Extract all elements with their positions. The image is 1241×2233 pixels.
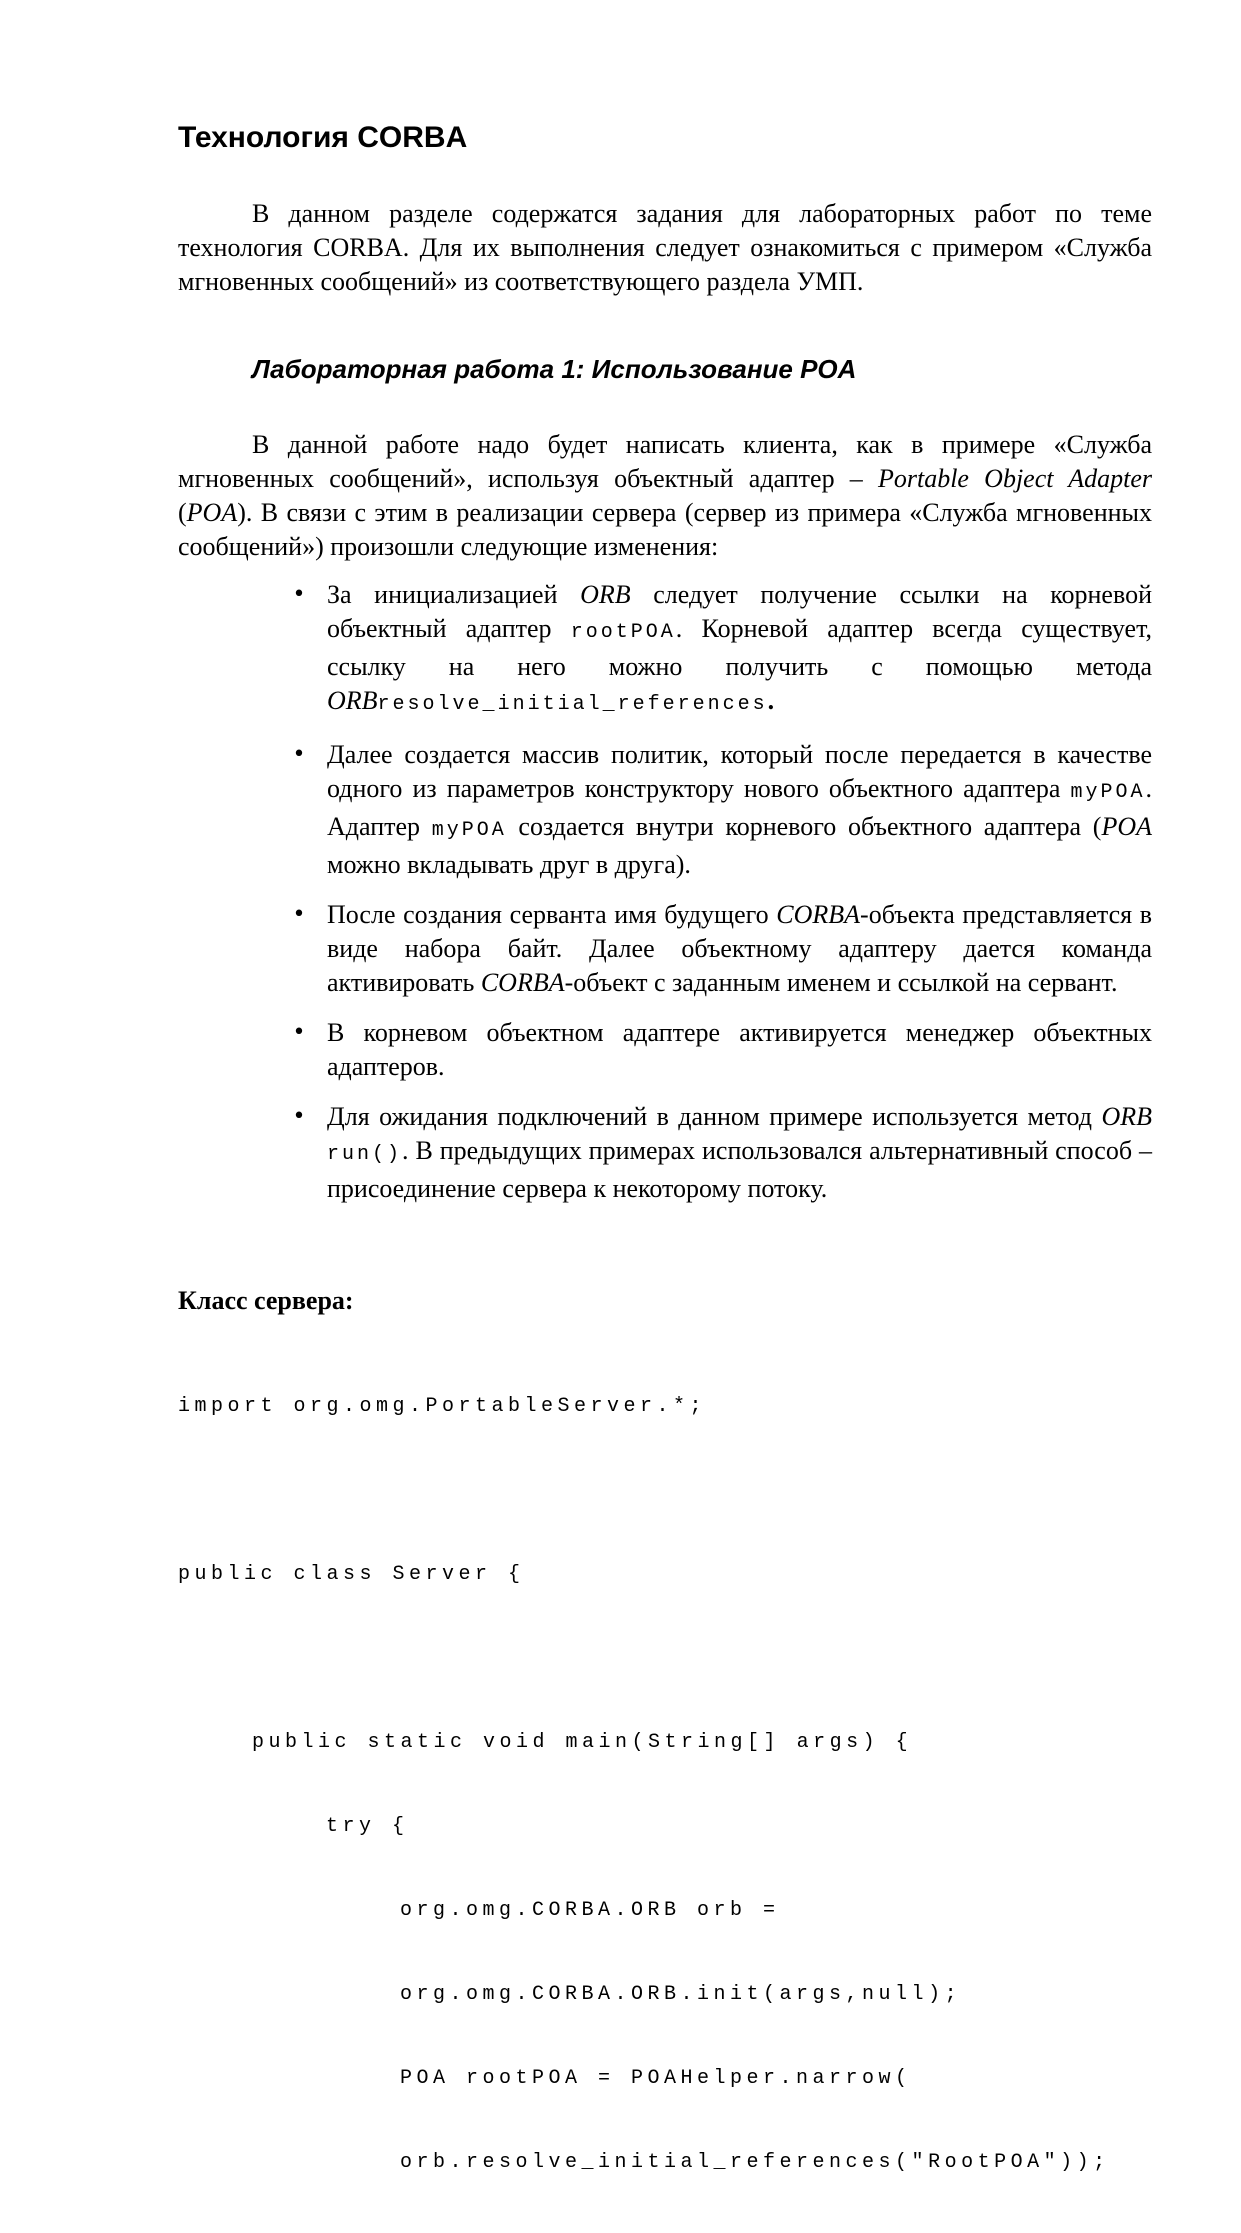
list-item-text: . [767, 686, 775, 715]
server-class-heading: Класс сервера: [178, 1286, 354, 1315]
list-item-text: создается внутри корневого объектного адаптера ( [506, 812, 1102, 841]
code-line: org.omg.CORBA.ORB.init(args,null); [400, 1983, 962, 2006]
bullet-icon: • [292, 1020, 306, 1045]
list-item-text: За инициализацией [327, 580, 581, 609]
bullet-icon: • [292, 582, 306, 607]
list-item [292, 898, 1152, 1000]
list-item-code: resolve_initial_references [377, 693, 768, 716]
list-item-code: run() [327, 1143, 403, 1166]
code-line: public class Server { [178, 1563, 525, 1586]
list-item [292, 578, 1152, 722]
list-item-code: rootPOA [570, 621, 676, 644]
list-item [292, 738, 1152, 882]
lab1-term-poa: POA [186, 498, 238, 527]
intro-paragraph: В данном разделе содержатся задания для лабораторных работ по теме технология CORBA. Для их выполнения следует ознакомиться с примером «Служба мгновенных сообщений» из соответствующего раздела УМП. [178, 199, 1152, 296]
list-item-text: . В предыдущих примерах использовался альтернативный способ – присоединение сервера к некоторому потоку. [327, 1136, 1152, 1203]
list-item-code: myPOA [431, 819, 507, 842]
code-line: orb.resolve_initial_references("RootPOA")); [400, 2151, 1110, 2174]
list-item-text: Далее создается массив политик, который после передается в качестве одного из параметров конструктору нового объектного адаптера [327, 740, 1152, 803]
lab1-text-end: ). В связи с этим в реализации сервера (сервер из примера «Служба мгновенных сообщений») произошли следующие изменения: [178, 498, 1152, 561]
list-item-text: После создания серванта имя будущего [327, 900, 777, 929]
code-line: import org.omg.PortableServer.*; [178, 1395, 707, 1418]
list-item-term: CORBA [480, 968, 565, 997]
code-line [178, 1645, 1158, 1673]
code-line: org.omg.CORBA.ORB orb = [400, 1899, 780, 1922]
code-line [178, 1477, 1158, 1505]
lab1-heading: Лабораторная работа 1: Использование POA [252, 354, 857, 384]
list-item-term: ORB [580, 580, 631, 609]
bullet-icon: • [292, 1104, 306, 1129]
list-item-text: . Корневой адаптер всегда существует, ссылку на него можно получить с помощью метода [327, 614, 1152, 681]
lab1-text-start: В данной работе надо будет написать клиента, как в примере «Служба мгновенных сообщений», используя объектный адаптер – [178, 430, 1152, 493]
list-item-term: POA [1101, 812, 1152, 841]
list-item-text: Для ожидания подключений в данном примере используется метод [327, 1102, 1102, 1131]
list-item-code: myPOA [1070, 781, 1146, 804]
code-line: public static void main(String[] args) { [252, 1731, 913, 1754]
list-item-text: -объекта представляется в виде набора байт. Далее объектному адаптеру дается команда активировать [327, 900, 1152, 997]
list-item-text: . Адаптер [327, 774, 1152, 841]
list-item-text: можно вкладывать друг в друга). [327, 850, 691, 879]
lab1-text-mid: ( [178, 498, 187, 527]
list-item [292, 1016, 1152, 1084]
page-title: Технология CORBA [178, 121, 468, 154]
list-item-text: В корневом объектном адаптере активируется менеджер объектных адаптеров. [327, 1018, 1152, 1081]
changes-list [292, 578, 1152, 1222]
bullet-icon: • [292, 902, 306, 927]
list-item-term: CORBA [776, 900, 861, 929]
list-item-text: следует получение ссылки на корневой объектный адаптер [327, 580, 1152, 643]
code-listing [178, 1337, 1158, 2233]
list-item [292, 1100, 1152, 1206]
code-line: POA rootPOA = POAHelper.narrow( [400, 2067, 912, 2090]
list-item-term: ORB [327, 686, 378, 715]
code-line: try { [326, 1815, 409, 1838]
list-item-term: ORB [1101, 1102, 1152, 1131]
lab1-term-poa-full: Portable Object Adapter [877, 464, 1152, 493]
bullet-icon: • [292, 742, 306, 767]
lab1-paragraph [178, 428, 1152, 564]
list-item-text: -объект с заданным именем и ссылкой на сервант. [564, 968, 1118, 997]
